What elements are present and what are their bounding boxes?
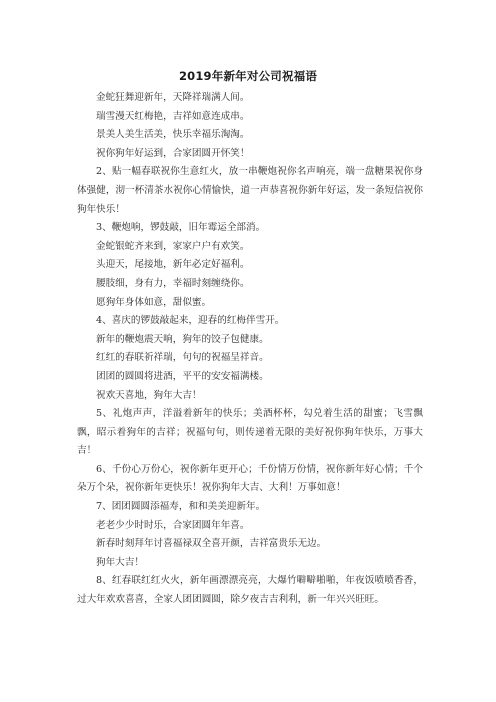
paragraph-18: 7、团团圆圆添福寿，和和美美迎新年。 xyxy=(96,501,266,513)
paragraph-21: 狗年大吉！ xyxy=(96,556,144,568)
paragraph-17: 6、千份心万份心，祝你新年更开心；千份情万份情，祝你新年好心情；千个朵万个朵，祝你新年更快乐！祝你狗年大吉、大利！万事如意！ xyxy=(77,463,423,494)
paragraph-20: 新春时刻拜年讨喜福禄双全喜开颜，吉祥富贵乐无边。 xyxy=(96,538,327,550)
paragraph-14: 团团的圆圆将进酒，平平的安安福满楼。 xyxy=(96,370,269,382)
paragraph-22: 8、红春联红红火火，新年画漂漂亮亮，大爆竹噼噼啪啪，年夜饭喷喷香香，过大年欢欢喜喜，全家人团团圆圆，除夕夜吉吉利利，新一年兴兴旺旺。 xyxy=(77,575,423,606)
paragraph-9: 腰肢细，身有力，幸福时刻缠绕你。 xyxy=(96,277,250,289)
paragraph-13: 红红的春联祈祥瑞，句句的祝福呈祥音。 xyxy=(96,352,269,364)
paragraph-1: 金蛇狂舞迎新年，天降祥瑞满人间。 xyxy=(96,92,250,103)
paragraph-11: 4、喜庆的锣鼓敲起来，迎春的红梅伴雪开。 xyxy=(96,315,285,327)
document-title: 2019年新年对公司祝福语 xyxy=(178,69,318,83)
document-body xyxy=(77,89,423,610)
paragraph-19: 老老少少时时乐，合家团圆年年喜。 xyxy=(96,519,250,531)
paragraph-3: 景美人美生活美，快乐幸福乐淘淘。 xyxy=(96,129,250,141)
paragraph-6: 3、鞭炮响，锣鼓敲，旧年霉运全部消。 xyxy=(96,222,266,234)
paragraph-7: 金蛇银蛇齐来到，家家户户有欢笑。 xyxy=(96,240,250,252)
paragraph-16: 5、礼炮声声，洋溢着新年的快乐；美酒杯杯，勾兑着生活的甜蜜；飞雪飘飘，昭示着狗年的吉祥；祝福句句，则传递着无限的美好祝你狗年快乐，万事大吉！ xyxy=(77,408,423,457)
paragraph-12: 新年的鞭炮震天响，狗年的饺子包健康。 xyxy=(96,333,269,345)
paragraph-8: 头迎天，尾接地，新年必定好福利。 xyxy=(96,259,250,271)
paragraph-5: 2、贴一幅春联祝你生意红火，放一串鞭炮祝你名声响亮，端一盘糖果祝你身体强健，沏一杯清茶水祝你心情愉快，道一声恭喜祝你新年好运，发一条短信祝你狗年快乐！ xyxy=(77,166,423,215)
paragraph-4: 祝你狗年好运到，合家团圆开怀笑！ xyxy=(96,147,250,159)
paragraph-10: 愿狗年身体如意，甜似蜜。 xyxy=(96,296,212,308)
paragraph-15: 祝欢天喜地，狗年大吉！ xyxy=(96,389,202,401)
paragraph-2: 瑞雪漫天红梅艳，吉祥如意连成串。 xyxy=(96,110,250,122)
